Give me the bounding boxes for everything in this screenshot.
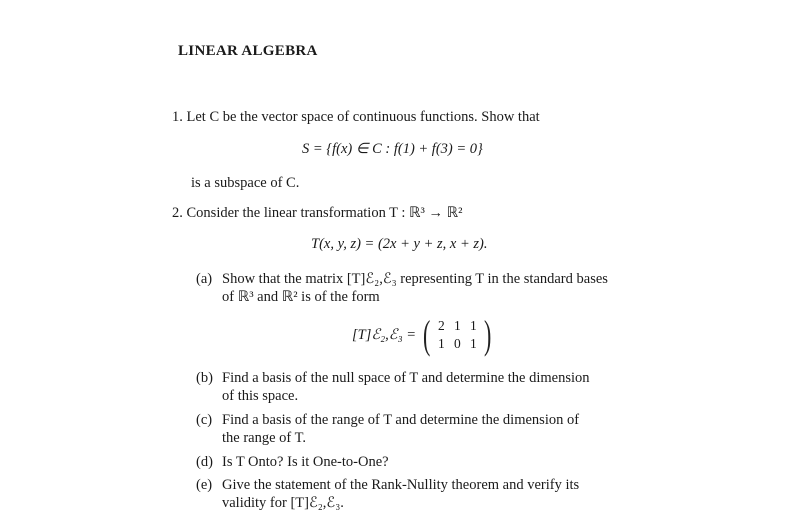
part-a-line-1: Show that the matrix [T]ℰ₂,ℰ₃ representing T in the standard bases xyxy=(222,271,608,287)
problem-1-line xyxy=(172,108,540,126)
problem-1-conclusion: is a subspace of C. xyxy=(191,175,300,191)
document-title: LINEAR ALGEBRA xyxy=(178,43,318,59)
problem-2-statement: Consider the linear transformation T : ℝ³ → ℝ² xyxy=(186,205,463,221)
matrix-entry: 1 xyxy=(469,318,477,333)
matrix-entry: 0 xyxy=(453,336,461,351)
left-paren: ( xyxy=(423,312,431,357)
problem-1-statement: Let C be the vector space of continuous functions. Show that xyxy=(186,109,540,125)
part-e-text xyxy=(222,476,637,512)
problem-2-number: 2. xyxy=(172,205,183,221)
standard-matrix-display xyxy=(352,313,495,357)
matrix-grid xyxy=(433,317,481,353)
part-e-line-2: validity for [T]ℰ₂,ℰ₃. xyxy=(222,495,344,511)
part-b-line-2: of this space. xyxy=(222,388,299,404)
part-e-label: (e) xyxy=(196,477,213,493)
part-c-line-2: the range of T. xyxy=(222,430,307,446)
matrix-entry: 1 xyxy=(469,336,477,351)
part-d-label: (d) xyxy=(196,454,213,470)
part-b-label: (b) xyxy=(196,370,213,386)
matrix-entry: 2 xyxy=(437,318,445,333)
problem-2-transformation-definition: T(x, y, z) = (2x + y + z, x + z). xyxy=(311,236,488,252)
problem-1-set-definition: S = {f(x) ∈ C : f(1) + f(3) = 0} xyxy=(302,141,483,157)
part-a-label: (a) xyxy=(196,271,213,287)
part-b-text xyxy=(222,369,637,405)
part-d-line-1: Is T Onto? Is it One-to-One? xyxy=(222,454,389,470)
part-a-text xyxy=(222,270,637,306)
part-e-line-1: Give the statement of the Rank-Nullity theorem and verify its xyxy=(222,477,580,493)
part-d-text xyxy=(222,453,637,471)
part-c-line-1: Find a basis of the range of T and determine the dimension of xyxy=(222,412,580,428)
matrix-entry: 1 xyxy=(437,336,445,351)
problem-1-number: 1. xyxy=(172,109,183,125)
matrix-lhs: [T]ℰ₂,ℰ₃ = xyxy=(352,326,417,343)
part-c-text xyxy=(222,411,637,447)
right-paren: ) xyxy=(484,312,492,357)
part-b-line-1: Find a basis of the null space of T and determine the dimension xyxy=(222,370,590,386)
part-c-label: (c) xyxy=(196,412,213,428)
matrix-entry: 1 xyxy=(453,318,461,333)
part-a-line-2: of ℝ³ and ℝ² is of the form xyxy=(222,289,380,305)
problem-2-line xyxy=(172,204,462,222)
